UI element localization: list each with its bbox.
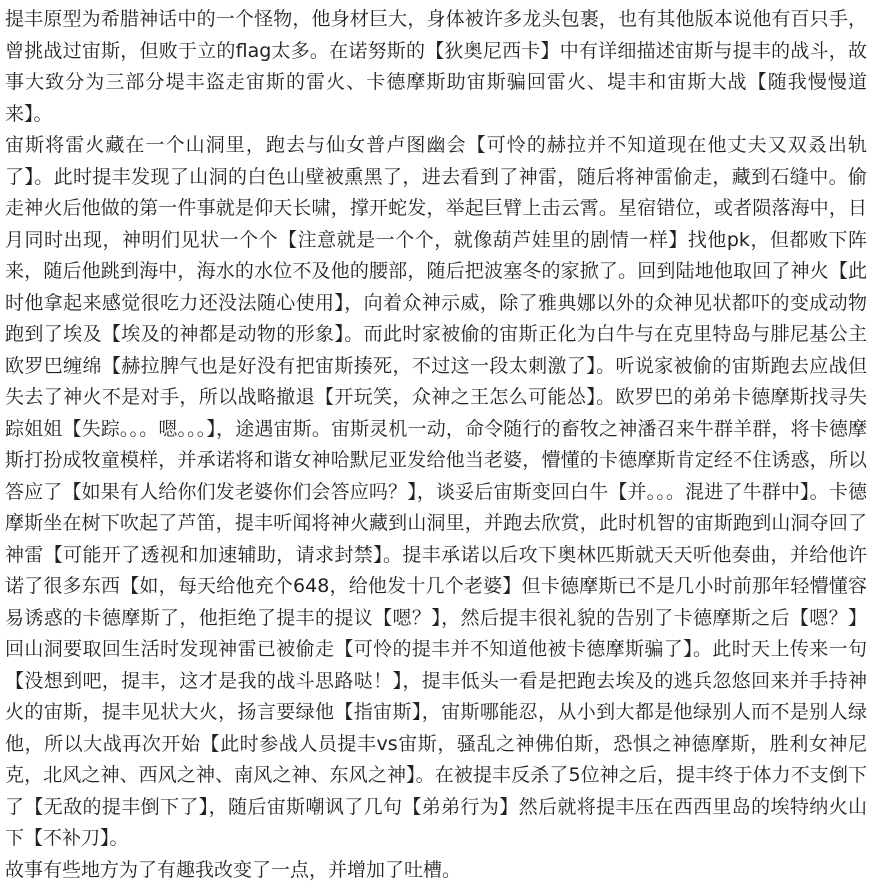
article-body [5, 4, 867, 886]
author-note-paragraph: 故事有些地方为了有趣我改变了一点，并增加了吐槽。 [5, 858, 462, 881]
intro-paragraph: 提丰原型为希腊神话中的一个怪物，他身材巨大，身体被许多龙头包裹，也有其他版本说他有百只手，曾挑战过宙斯，但败于立的flag太多。在诺努斯的【狄奥尼西卡】中有详细描述宙斯与提丰的战斗，故事大致分为三部分堤丰盗走宙斯的雷火、卡德摩斯助宙斯骗回雷火、堤丰和宙斯大战【随我慢慢道来】。 [5, 8, 867, 125]
story-paragraph: 宙斯将雷火藏在一个山洞里，跑去与仙女普卢图幽会【可怜的赫拉并不知道现在他丈夫又双叒出轨了】。此时提丰发现了山洞的白色山壁被熏黑了，进去看到了神雷，随后将神雷偷走，藏到石缝中。偷走神火后他做的第一件事就是仰天长啸，撑开蛇发，举起巨臂上击云霄。星宿错位，或者陨落海中，日月同时出现，神明们见状一个个【注意就是一个个，就像葫芦娃里的剧情一样】找他pk，但都败下阵来，随后他跳到海中，海水的水位不及他的腰部，随后把波塞冬的家掀了。回到陆地他取回了神火【此时他拿起来感觉很吃力还没法随心使用】，向着众神示威，除了雅典娜以外的众神见状都吓的变成动物跑到了埃及【埃及的神都是动物的形象】。而此时家被偷的宙斯正化为白牛与在克里特岛与腓尼基公主欧罗巴缠绵【赫拉脾气也是好没有把宙斯揍死，不过这一段太刺激了】。听说家被偷的宙斯跑去应战但失去了神火不是对手，所以战略撤退【开玩笑，众神之王怎么可能怂】。欧罗巴的弟弟卡德摩斯找寻失踪姐姐【失踪。。。嗯。。。】，途遇宙斯。宙斯灵机一动，命令随行的畜牧之神潘召来牛群羊群，将卡德摩斯打扮成牧童模样，并承诺将和谐女神哈默尼亚发给他当老婆，懵懂的卡德摩斯肯定经不住诱惑，所以答应了【如果有人给你们发老婆你们会答应吗？】，谈妥后宙斯变回白牛【并。。。混进了牛群中】。卡德摩斯坐在树下吹起了芦笛，提丰听闻将神火藏到山洞里，并跑去欣赏，此时机智的宙斯跑到山洞夺回了神雷【可能开了透视和加速辅助，请求封禁】。提丰承诺以后攻下奥林匹斯就天天听他奏曲，并给他许诺了很多东西【如，每天给他充个648，给他发十几个老婆】但卡德摩斯已不是几小时前那年轻懵懂容易诱惑的卡德摩斯了，他拒绝了提丰的提议【嗯？】，然后提丰很礼貌的告别了卡德摩斯之后【嗯？】回山洞要取回生活时发现神雷已被偷走【可怜的提丰并不知道他被卡德摩斯骗了】。此时天上传来一句【没想到吧，提丰，这才是我的战斗思路哒！】，提丰低头一看是把跑去埃及的逃兵忽悠回来并手持神火的宙斯，提丰见状大火，扬言要绿他【指宙斯】，宙斯哪能忍，从小到大都是他绿别人而不是别人绿他，所以大战再次开始【此时参战人员提丰vs宙斯，骚乱之神佛伯斯，恐惧之神德摩斯，胜利女神尼克，北风之神、西风之神、南风之神、东风之神】。在被提丰反杀了5位神之后，提丰终于体力不支倒下了【无敌的提丰倒下了】，随后宙斯嘲讽了几句【弟弟行为】然后就将提丰压在西西里岛的埃特纳火山下【不补刀】。 [5, 134, 867, 849]
